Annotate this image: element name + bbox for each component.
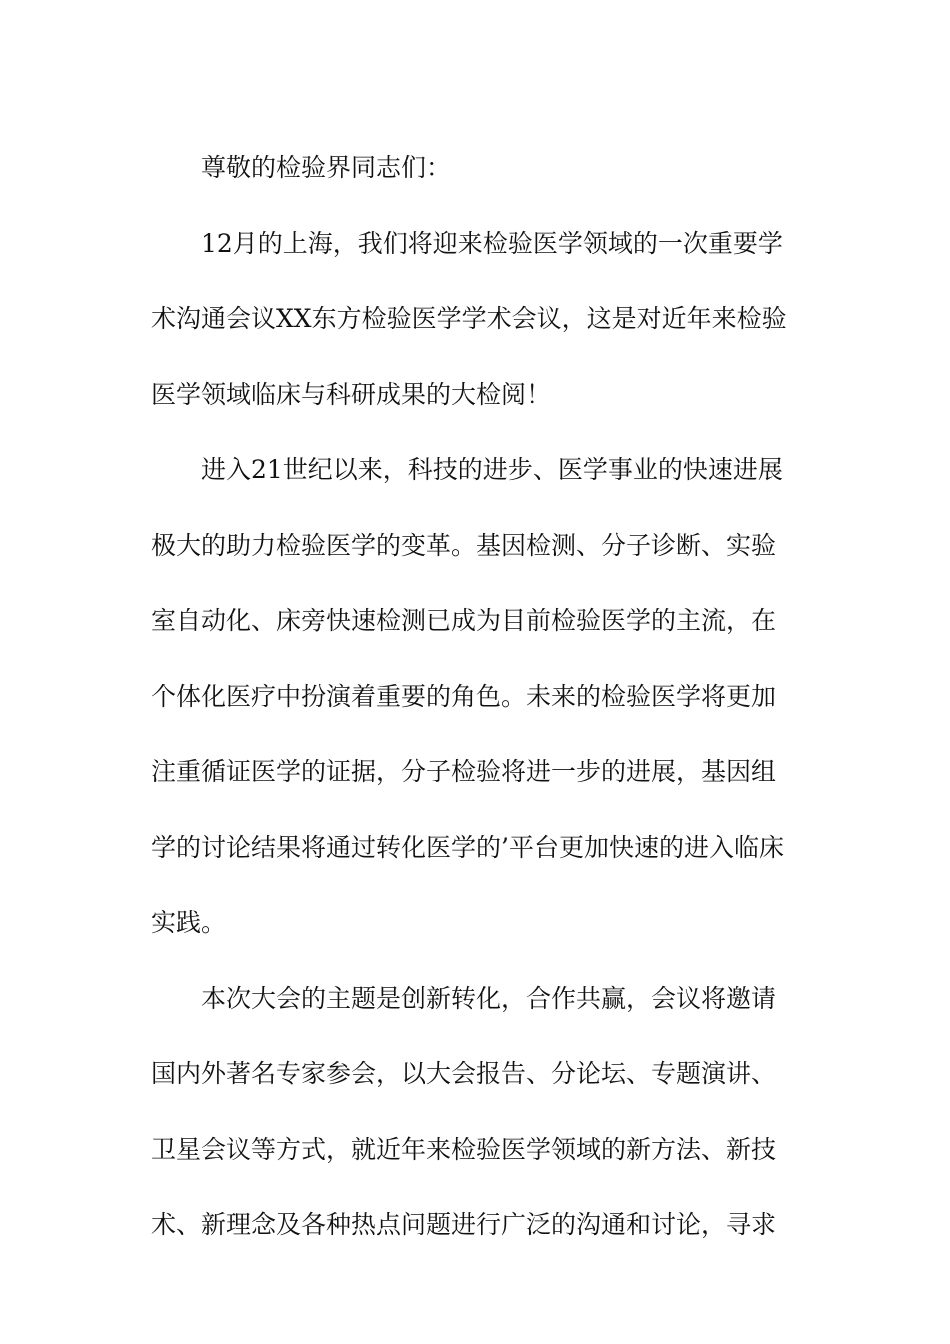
paragraph-3-line-4: 术、新理念及各种热点问题进行广泛的沟通和讨论，寻求	[151, 1210, 777, 1239]
paragraph-2-line-1: 进入21世纪以来，科技的进步、医学事业的快速进展	[201, 455, 783, 484]
paragraph-3-line-3: 卫星会议等方式，就近年来检验医学领域的新方法、新技	[151, 1134, 777, 1164]
paragraph-3-line-1: 本次大会的主题是创新转化，合作共赢，会议将邀请	[201, 983, 777, 1013]
paragraph-3-line-2: 国内外著名专家参会，以大会报告、分论坛、专题演讲、	[151, 1059, 777, 1088]
paragraph-2-line-2: 极大的助力检验医学的变革。基因检测、分子诊断、实验	[151, 530, 777, 560]
paragraph-2-line-4: 个体化医疗中扮演着重要的角色。未来的检验医学将更加	[151, 681, 777, 711]
paragraph-2-line-7: 实践。	[151, 908, 227, 937]
paragraph-1-line-3: 医学领域临床与科研成果的大检阅！	[151, 379, 552, 409]
paragraph-1-line-2: 术沟通会议XX东方检验医学学术会议，这是对近年来检验	[151, 304, 787, 333]
paragraph-2-line-3: 室自动化、床旁快速检测已成为目前检验医学的主流，在	[151, 606, 777, 635]
paragraph-1-line-1: 12月的上海，我们将迎来检验医学领域的一次重要学	[201, 228, 783, 258]
salutation: 尊敬的检验界同志们：	[201, 153, 452, 182]
paragraph-2-line-6: 学的讨论结果将通过转化医学的’平台更加快速的进入临床	[151, 832, 784, 862]
document-body	[151, 130, 806, 1263]
paragraph-2-line-5: 注重循证医学的证据，分子检验将进一步的进展，基因组	[151, 757, 777, 786]
